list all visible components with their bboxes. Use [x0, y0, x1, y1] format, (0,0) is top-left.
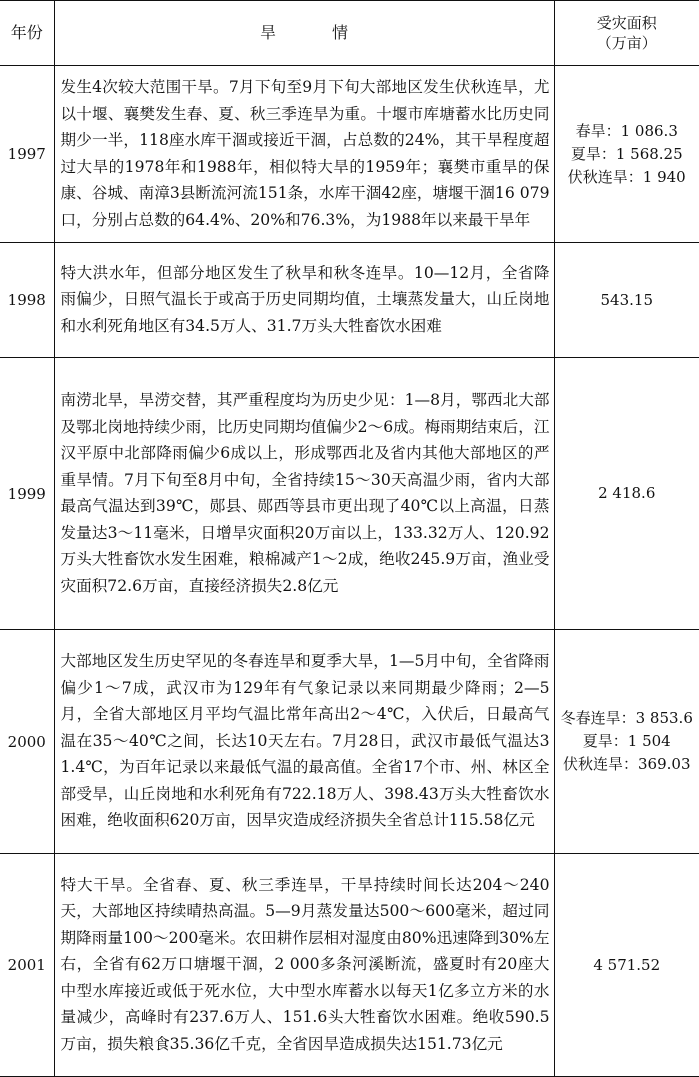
- table-row: [0, 66, 699, 243]
- area-value: 春旱：1 086.3: [555, 120, 699, 143]
- description-cell: 大部地区发生历史罕见的冬春连旱和夏季大旱，1—5月中旬，全省降雨偏少1～7成，武汉市为129年有气象记录以来同期最少降雨；2—5月，全省大部地区月平均气温比常年高出2～4℃，入伏后，日最高气温在35～40℃之间，长达10天左右。7月28日，武汉市最低气温达31.4℃，为百年记录以来最低气温的最高值。全省17个市、州、林区全部受旱，山丘岗地和水利死角有722.18万人、398.43万头大牲畜饮水困难，绝收面积620万亩，因旱灾造成经济损失全省总计115.58亿元: [54, 630, 554, 854]
- table-row: [0, 854, 699, 1077]
- table-row: [0, 630, 699, 854]
- area-value: 2 418.6: [555, 482, 699, 505]
- header-description: [54, 1, 554, 66]
- table-body: [0, 66, 699, 1077]
- area-value: 夏旱：1 504: [555, 730, 699, 753]
- table-header: [0, 1, 699, 66]
- header-area-line1: 受灾面积: [555, 13, 699, 33]
- area-cell: [554, 630, 699, 854]
- area-value: 伏秋连旱：1 940: [555, 166, 699, 189]
- description-cell: 特大干旱。全省春、夏、秋三季连旱，干旱持续时间长达204～240天，大部地区持续晴热高温。5—9月蒸发量达500～600毫米，超过同期降雨量100～200毫米。农田耕作层相对湿度由80%迅速降到30%左右，全省有62万口塘堰干涸，2 000多条河溪断流，盛夏时有20座大中型水库接近或低于死水位，大中型水库蓄水以每天1亿多立方米的水量减少，高峰时有237.6万人、151.6头大牲畜饮水困难。绝收590.5万亩，损失粮食35.36亿千克，全省因旱造成损失达151.73亿元: [54, 854, 554, 1077]
- description-cell: 发生4次较大范围干旱。7月下旬至9月下旬大部地区发生伏秋连旱，尤以十堰、襄樊发生春、夏、秋三季连旱为重。十堰市库塘蓄水比历史同期少一半，118座水库干涸或接近干涸，占总数的24%，其干旱程度超过大旱的1978年和1988年，相似特大旱的1959年；襄樊市重旱的保康、谷城、南漳3县断流河流151条，水库干涸42座，塘堰干涸16 079口，分别占总数的64.4%、20%和76.3%，为1988年以来最干旱年: [54, 66, 554, 243]
- header-row: [0, 1, 699, 66]
- area-cell: [554, 66, 699, 243]
- table-row: [0, 358, 699, 630]
- area-value: 伏秋连旱：369.03: [555, 753, 699, 776]
- header-area-line2: （万亩）: [555, 33, 699, 53]
- area-value: 4 571.52: [555, 954, 699, 977]
- description-cell: 南涝北旱，旱涝交替，其严重程度均为历史少见：1—8月，鄂西北大部及鄂北岗地持续少雨，比历史同期均值偏少2～6成。梅雨期结束后，江汉平原中北部降雨偏少6成以上，形成鄂西北及省内其他大部地区的严重旱情。7月下旬至8月中旬，全省持续15～30天高温少雨，省内大部最高气温达到39℃，郧县、郧西等县市更出现了40℃以上高温，日蒸发量达3～11毫米，日增旱灾面积20万亩以上，133.32万人、120.92万头大牲畜饮水发生困难，粮棉减产1～2成，绝收245.9万亩，渔业受灾面积72.6万亩，直接经济损失2.8亿元: [54, 358, 554, 630]
- area-value: 冬春连旱：3 853.6: [555, 707, 699, 730]
- year-cell: 1997: [0, 66, 54, 243]
- area-value: 543.15: [555, 289, 699, 312]
- area-value: 夏旱：1 568.25: [555, 143, 699, 166]
- area-cell: [554, 243, 699, 358]
- header-area: [554, 1, 699, 66]
- area-cell: [554, 358, 699, 630]
- description-cell: 特大洪水年，但部分地区发生了秋旱和秋冬连旱。10—12月，全省降雨偏少，日照气温长于或高于历史同期均值，土壤蒸发量大，山丘岗地和水利死角地区有34.5万人、31.7万头大牲畜饮水困难: [54, 243, 554, 358]
- header-description-text: 旱情: [260, 23, 404, 42]
- year-cell: 1998: [0, 243, 54, 358]
- year-cell: 1999: [0, 358, 54, 630]
- area-cell: [554, 854, 699, 1077]
- year-cell: 2001: [0, 854, 54, 1077]
- year-cell: 2000: [0, 630, 54, 854]
- table-row: [0, 243, 699, 358]
- header-year: 年份: [0, 1, 54, 66]
